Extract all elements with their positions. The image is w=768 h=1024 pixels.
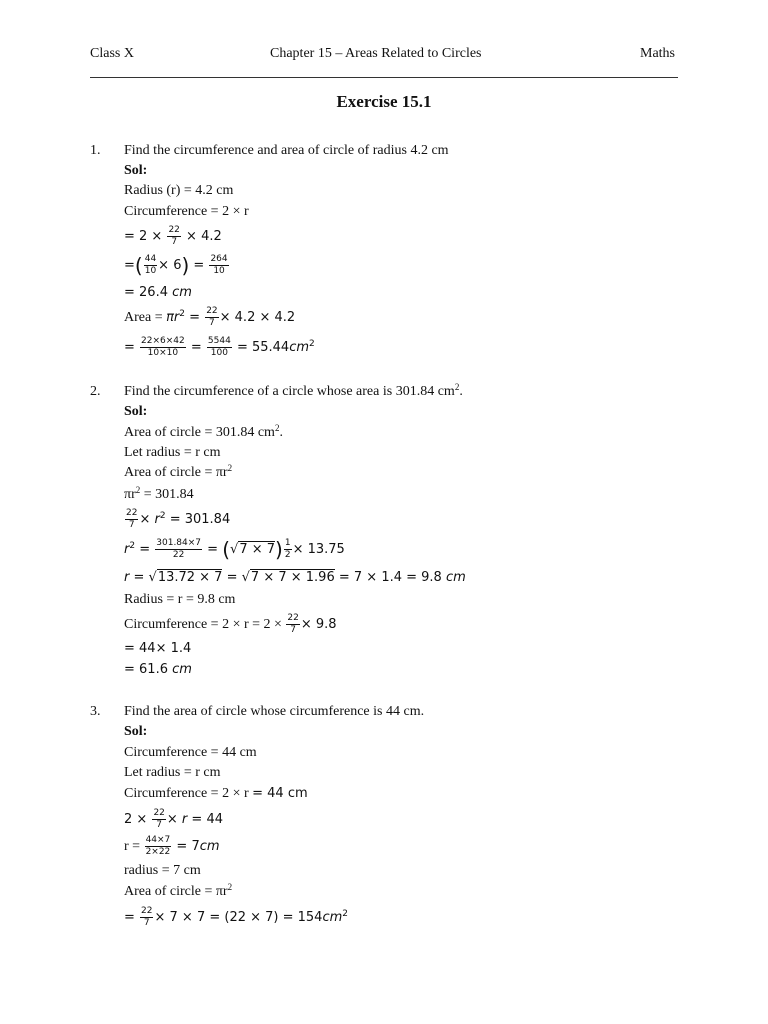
problem-1-line-1: Radius (r) = 4.2 cm xyxy=(124,183,234,198)
problem-1-eq-2: =( $\frac{44}{10}$ × 6) = $\frac{264}{10}$ xyxy=(124,253,228,278)
problem-2-line-2: Let radius = r cm xyxy=(124,445,221,460)
problem-3-area-result: = $\frac{22}{7}$ × $7 \times 7 = (22 \times 7) = 154cm^2$ xyxy=(124,906,348,928)
problem-2-circ-eq: Circumference = 2 × r = 2 × $\frac{22}{7}$ × 9.8 xyxy=(124,613,337,635)
problem-3-eq-1: 2 × $\frac{22}{7}$ × r = 44 xyxy=(124,808,223,830)
problem-3-line-2: Let radius = r cm xyxy=(124,765,221,780)
problem-3-eq-2: r = $\frac{44\times 7}{2\times 22}$ = 7cm xyxy=(124,835,220,857)
problem-3-question: Find the area of circle whose circumference is 44 cm. xyxy=(124,704,425,719)
problem-2-eq-4: = 44× 1.4 xyxy=(124,641,192,656)
header-class: Class X xyxy=(90,46,134,61)
problem-3-line-3: radius = 7 cm xyxy=(124,863,201,878)
problem-2-number: 2. xyxy=(90,384,101,399)
problem-3-circ-eq: Circumference = 2 × r = 44 cm xyxy=(124,786,308,801)
problem-2-question: Find the circumference of a circle whose area is 301.84 $cm^2$. xyxy=(124,382,463,399)
problem-2-eq-2: $r^2$ = $\frac{301.84\times 7}{22}$ = (√7 × 7) $\frac{1}{2}$ × 13.75 xyxy=(124,537,345,562)
problem-1-eq-1: = 2 × $\frac{22}{7}$ × 4.2 xyxy=(124,225,222,247)
problem-1-question: Find the circumference and area of circle of radius 4.2 cm xyxy=(124,143,449,158)
problem-1-area-result: = $\frac{22\times 6\times 42}{10\times 10}$ = $\frac{5544}{100}$ = $55.44cm^2$ xyxy=(124,336,315,358)
header-chapter: Chapter 15 – Areas Related to Circles xyxy=(270,46,482,61)
problem-2-line-4: $\pi r^2 = 301.84$ xyxy=(124,485,194,502)
problem-2-sol: Sol: xyxy=(124,404,148,419)
problem-2-line-1: Area of circle = 301.84 $cm^2$. xyxy=(124,423,283,440)
header-rule xyxy=(90,77,678,78)
problem-2-eq-5: = 61.6 cm xyxy=(124,662,192,677)
problem-3-line-1: Circumference = 44 cm xyxy=(124,745,257,760)
problem-1-area-eq: Area = $\pi r^2$ = $\frac{22}{7}$ × 4.2 × 4.2 xyxy=(124,306,296,328)
problem-2-line-3: Area of circle = $\pi r^2$ xyxy=(124,463,233,480)
problem-3-sol: Sol: xyxy=(124,724,148,739)
problem-3-number: 3. xyxy=(90,704,101,719)
problem-1-sol: Sol: xyxy=(124,163,148,178)
problem-2-eq-3: r = √13.72 × 7 = √7 × 7 × 1.96 = 7 × 1.4 = 9.8 cm xyxy=(124,570,466,585)
problem-1-line-2: Circumference = 2 × r xyxy=(124,204,249,219)
problem-1-number: 1. xyxy=(90,143,101,158)
problem-2-eq-1: $\frac{22}{7}$ × $r^2 = 301.84$ xyxy=(126,508,231,530)
problem-1-eq-3: = 26.4 cm xyxy=(124,285,192,300)
problem-3-line-4: Area of circle = $\pi r^2$ xyxy=(124,882,233,899)
page-title: Exercise 15.1 xyxy=(336,92,432,111)
problem-2-line-5: Radius = r = 9.8 cm xyxy=(124,592,236,607)
header-subject: Maths xyxy=(640,46,675,61)
